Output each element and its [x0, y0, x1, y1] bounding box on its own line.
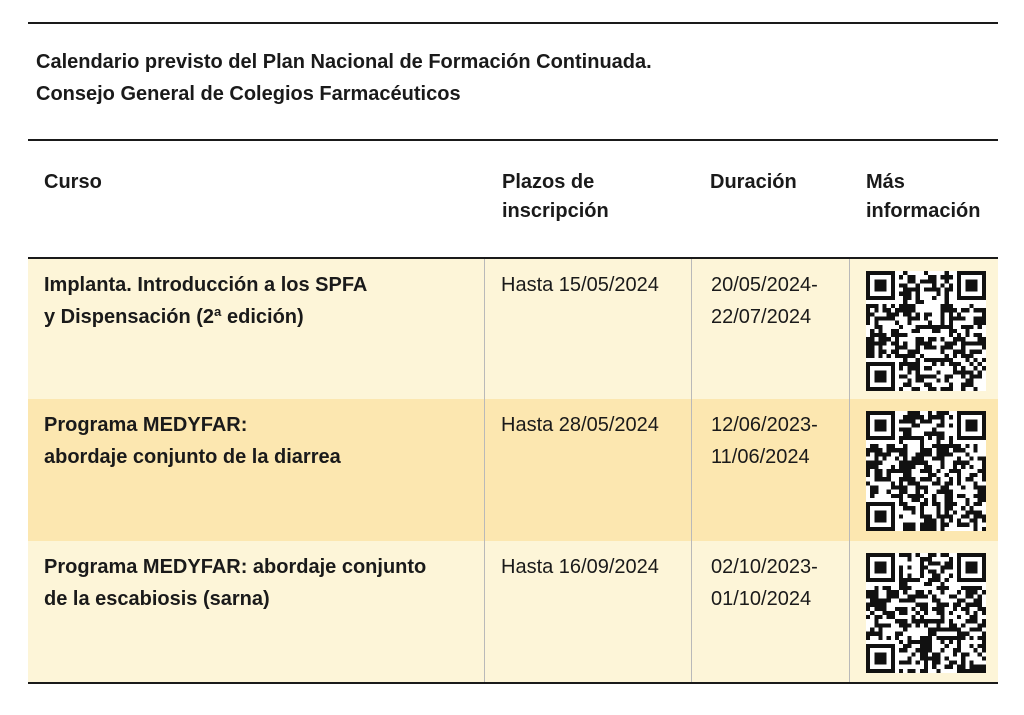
course-name: Programa MEDYFAR: abordaje conjunto de la diarrea	[44, 414, 341, 468]
header-deadline: Plazos de inscripción	[502, 171, 609, 222]
duration-cell	[691, 259, 849, 399]
info-cell	[849, 399, 998, 541]
deadline-text: Hasta 16/09/2024	[501, 556, 659, 578]
table-row	[28, 399, 998, 541]
top-rule	[28, 22, 998, 24]
deadline-cell	[484, 259, 691, 399]
deadline-text: Hasta 28/05/2024	[501, 414, 659, 436]
deadline-cell	[484, 541, 691, 682]
info-cell	[849, 259, 998, 399]
info-cell	[849, 541, 998, 682]
course-cell	[28, 259, 484, 399]
course-name: Programa MEDYFAR: abordaje conjunto de la escabiosis (sarna)	[44, 556, 427, 610]
duration-cell	[691, 541, 849, 682]
bottom-rule	[28, 682, 998, 684]
deadline-text: Hasta 15/05/2024	[501, 274, 659, 296]
course-cell	[28, 541, 484, 682]
title-line-2: Consejo General de Colegios Farmacéuticos	[36, 83, 461, 105]
table-row	[28, 259, 998, 399]
header-top-rule	[28, 139, 998, 141]
title-line-1: Calendario previsto del Plan Nacional de Formación Continuada.	[36, 51, 652, 73]
deadline-cell	[484, 399, 691, 541]
page-title	[36, 46, 652, 110]
table-row	[28, 541, 998, 682]
duration-text: 12/06/2023- 11/06/2024	[711, 414, 818, 468]
qr-code-icon[interactable]	[866, 271, 986, 391]
qr-code-icon[interactable]	[866, 411, 986, 531]
header-info: Más información	[866, 171, 981, 222]
qr-code-icon[interactable]	[866, 553, 986, 673]
duration-text: 20/05/2024- 22/07/2024	[711, 274, 818, 328]
header-duration: Duración	[710, 171, 797, 193]
course-cell	[28, 399, 484, 541]
duration-text: 02/10/2023- 01/10/2024	[711, 556, 818, 610]
course-name: Implanta. Introducción a los SPFA y Dispensación (2ª edición)	[44, 274, 368, 328]
duration-cell	[691, 399, 849, 541]
header-course: Curso	[44, 171, 102, 193]
